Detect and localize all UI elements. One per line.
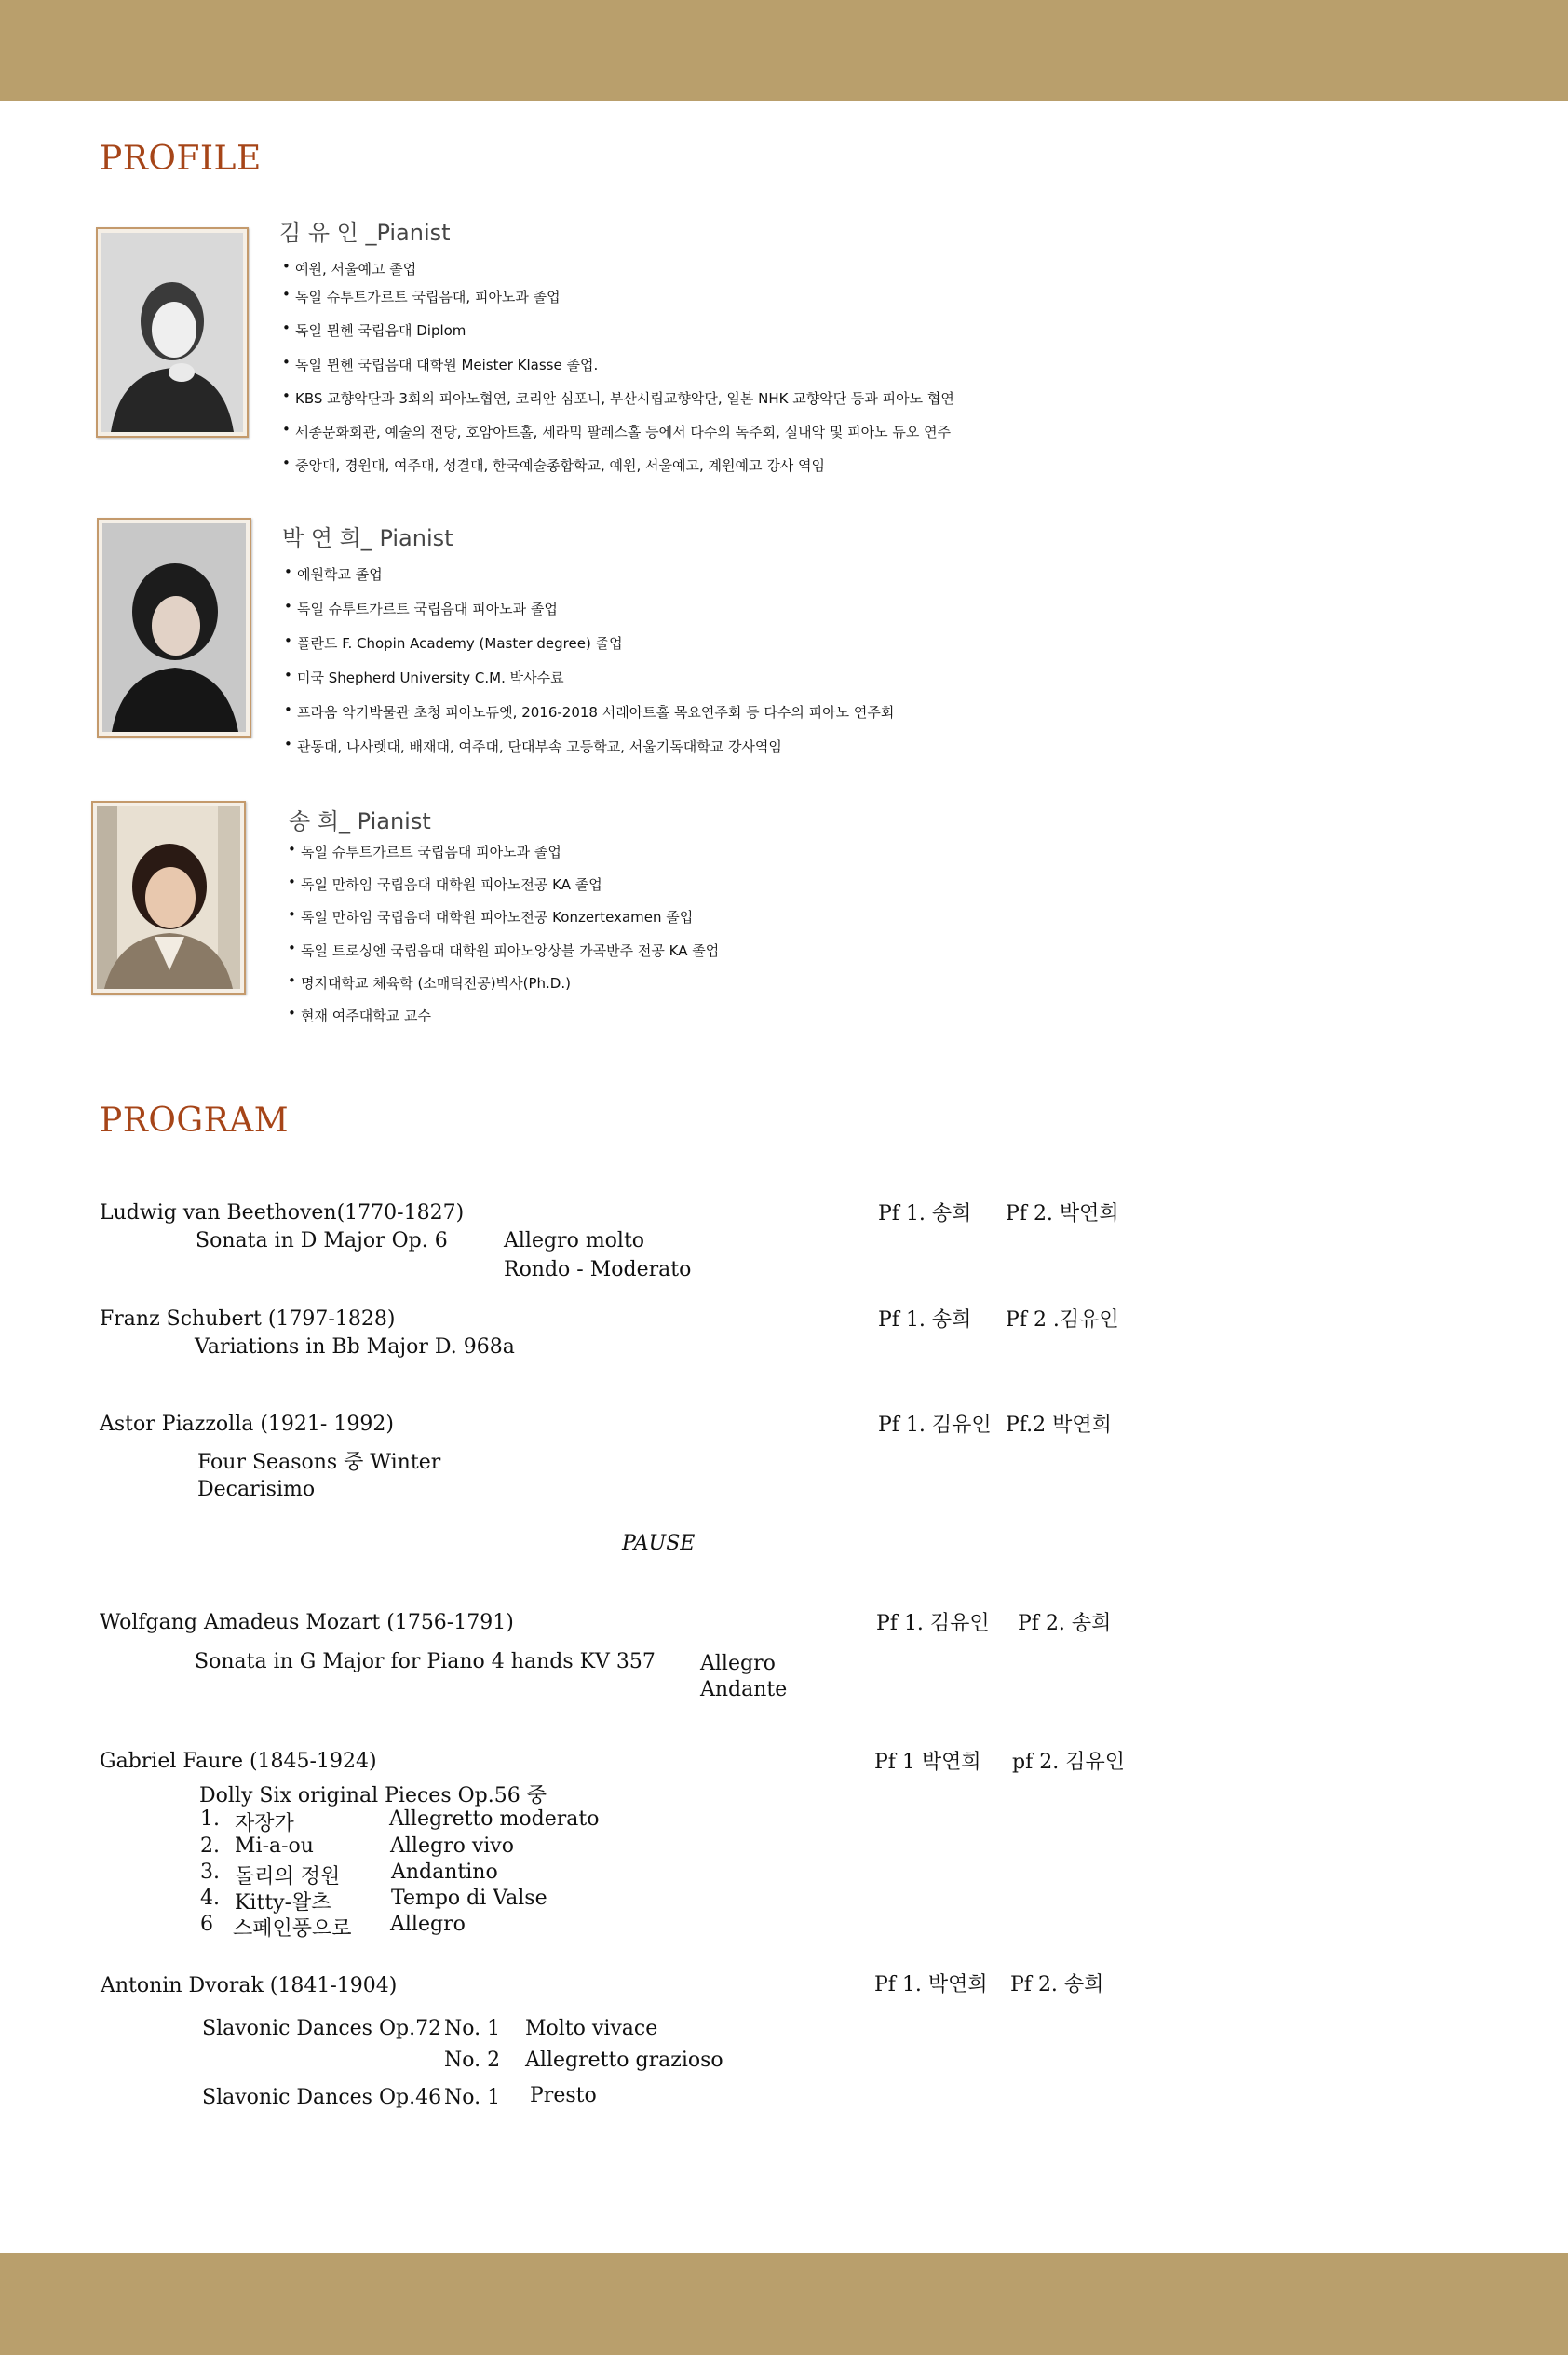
work-title: Slavonic Dances Op.46 xyxy=(202,2086,442,2109)
performer-pf1: Pf 1. 송희 xyxy=(878,1308,972,1332)
performer-pf1: Pf 1. 송희 xyxy=(878,1202,972,1225)
composer-schubert: Franz Schubert (1797-1828) xyxy=(100,1307,396,1331)
bio-item: • 독일 슈투트가르트 국립음대 피아노과 졸업 xyxy=(284,599,894,633)
movement: Allegro xyxy=(700,1652,776,1675)
composer-mozart: Wolfgang Amadeus Mozart (1756-1791) xyxy=(100,1611,514,1634)
bottom-decorative-band xyxy=(0,2253,1568,2355)
intermission-label: PAUSE xyxy=(622,1532,696,1555)
bio-item: • 프라움 악기박물관 초청 피아노듀엣, 2016-2018 서래아트홀 목요연주회 등 다수의 피아노 연주회 xyxy=(284,702,894,737)
bio-item: • 독일 슈투트가르트 국립음대, 피아노과 졸업 xyxy=(282,287,954,320)
composer-piazzolla: Astor Piazzolla (1921- 1992) xyxy=(100,1413,394,1436)
composer-faure: Gabriel Faure (1845-1924) xyxy=(100,1750,377,1773)
performer-pf2: Pf 2. 송희 xyxy=(1010,1973,1104,1996)
performer-pf2: pf 2. 김유인 xyxy=(1012,1751,1125,1774)
list-number: 6 xyxy=(200,1913,213,1936)
pianist-photo-kim xyxy=(96,227,249,438)
performer-pf1: Pf 1. 박연희 xyxy=(874,1973,988,1996)
piece-title: Kitty-왈츠 xyxy=(235,1891,331,1915)
dance-number: No. 1 xyxy=(444,2017,501,2040)
bio-item: • 독일 만하임 국립음대 대학원 피아노전공 Konzertexamen 졸업 xyxy=(288,907,719,941)
performer-pf2: Pf 2 .김유인 xyxy=(1006,1308,1119,1332)
profile-heading: PROFILE xyxy=(100,140,262,178)
pianist-photo-song xyxy=(91,801,246,995)
piece-title: 돌리의 정원 xyxy=(235,1865,341,1888)
bio-item: • 예원, 서울예고 졸업 xyxy=(282,259,954,287)
bio-item: • 세종문화회관, 예술의 전당, 호암아트홀, 세라믹 팔레스홀 등에서 다수의 독주회, 실내악 및 피아노 듀오 연주 xyxy=(282,422,954,455)
performer-pf1: Pf 1 박연희 xyxy=(874,1751,981,1774)
piece-tempo: Andantino xyxy=(391,1861,498,1884)
bio-item: • 중앙대, 경원대, 여주대, 성결대, 한국예술종합학교, 예원, 서울예고, 계원예고 강사 역임 xyxy=(282,455,954,483)
bio-item: • 미국 Shepherd University C.M. 박사수료 xyxy=(284,668,894,702)
dance-number: No. 1 xyxy=(444,2086,501,2109)
work-title: Slavonic Dances Op.72 xyxy=(202,2017,442,2040)
list-number: 1. xyxy=(200,1807,220,1831)
pianist-photo-park xyxy=(97,518,251,738)
work-title: Sonata in G Major for Piano 4 hands KV 357 xyxy=(195,1650,656,1673)
list-number: 2. xyxy=(200,1834,220,1858)
pianist-bio-kim xyxy=(282,259,954,483)
piece-tempo: Allegretto moderato xyxy=(389,1807,600,1831)
piece-title: 자장가 xyxy=(235,1812,294,1835)
bio-item: • 폴란드 F. Chopin Academy (Master degree) 졸업 xyxy=(284,633,894,668)
work-title: Decarisimo xyxy=(197,1478,316,1501)
piece-title: Mi-a-ou xyxy=(235,1834,314,1858)
work-title: Variations in Bb Major D. 968a xyxy=(195,1335,515,1359)
pianist-name-park: 박 연 희_ Pianist xyxy=(282,525,453,551)
composer-beethoven: Ludwig van Beethoven(1770-1827) xyxy=(100,1201,465,1225)
bio-item: • 현재 여주대학교 교수 xyxy=(288,1006,719,1034)
dance-tempo: Molto vivace xyxy=(525,2017,658,2040)
performer-pf2: Pf.2 박연희 xyxy=(1006,1414,1112,1437)
performer-pf2: Pf 2. 송희 xyxy=(1018,1612,1112,1635)
movement: Andante xyxy=(700,1678,788,1701)
performer-pf1: Pf 1. 김유인 xyxy=(878,1414,992,1437)
bio-item: • 예원학교 졸업 xyxy=(284,564,894,599)
dance-tempo: Presto xyxy=(530,2084,597,2107)
work-title: Dolly Six original Pieces Op.56 중 xyxy=(199,1784,547,1807)
bio-item: • 독일 뮌헨 국립음대 Diplom xyxy=(282,320,954,355)
pianist-name-song: 송 희_ Pianist xyxy=(289,808,431,834)
movement: Rondo - Moderato xyxy=(504,1258,692,1281)
work-title: Four Seasons 중 Winter xyxy=(197,1451,441,1474)
pianist-bio-park xyxy=(284,564,894,765)
program-heading: PROGRAM xyxy=(100,1102,290,1140)
bio-item: • 독일 트로싱엔 국립음대 대학원 피아노앙상블 가곡반주 전공 KA 졸업 xyxy=(288,941,719,973)
list-number: 3. xyxy=(200,1861,220,1884)
bio-item: • 독일 슈투트가르트 국립음대 피아노과 졸업 xyxy=(288,842,719,874)
top-decorative-band xyxy=(0,0,1568,101)
bio-item: • 관동대, 나사렛대, 배재대, 여주대, 단대부속 고등학교, 서울기독대학교 강사역임 xyxy=(284,737,894,765)
bio-item: • 독일 뮌헨 국립음대 대학원 Meister Klasse 졸업. xyxy=(282,355,954,388)
piece-tempo: Tempo di Valse xyxy=(391,1887,547,1910)
bio-item: • 독일 만하임 국립음대 대학원 피아노전공 KA 졸업 xyxy=(288,874,719,907)
pianist-name-kim: 김 유 인 _Pianist xyxy=(279,220,451,246)
dance-tempo: Allegretto grazioso xyxy=(525,2049,723,2072)
bio-item: • 명지대학교 체육학 (소매틱전공)박사(Ph.D.) xyxy=(288,973,719,1006)
dance-number: No. 2 xyxy=(444,2049,501,2072)
movement: Allegro molto xyxy=(504,1229,645,1252)
work-title: Sonata in D Major Op. 6 xyxy=(196,1229,448,1252)
performer-pf2: Pf 2. 박연희 xyxy=(1006,1202,1119,1225)
performer-pf1: Pf 1. 김유인 xyxy=(876,1612,990,1635)
list-number: 4. xyxy=(200,1887,220,1910)
bio-item: • KBS 교향악단과 3회의 피아노협연, 코리안 심포니, 부산시립교향악단, 일본 NHK 교향악단 등과 피아노 협연 xyxy=(282,388,954,422)
piece-title: 스페인풍으로 xyxy=(233,1917,352,1941)
pianist-bio-song xyxy=(288,842,719,1034)
composer-dvorak: Antonin Dvorak (1841-1904) xyxy=(101,1974,398,1997)
piece-tempo: Allegro xyxy=(390,1913,466,1936)
piece-tempo: Allegro vivo xyxy=(390,1834,514,1858)
